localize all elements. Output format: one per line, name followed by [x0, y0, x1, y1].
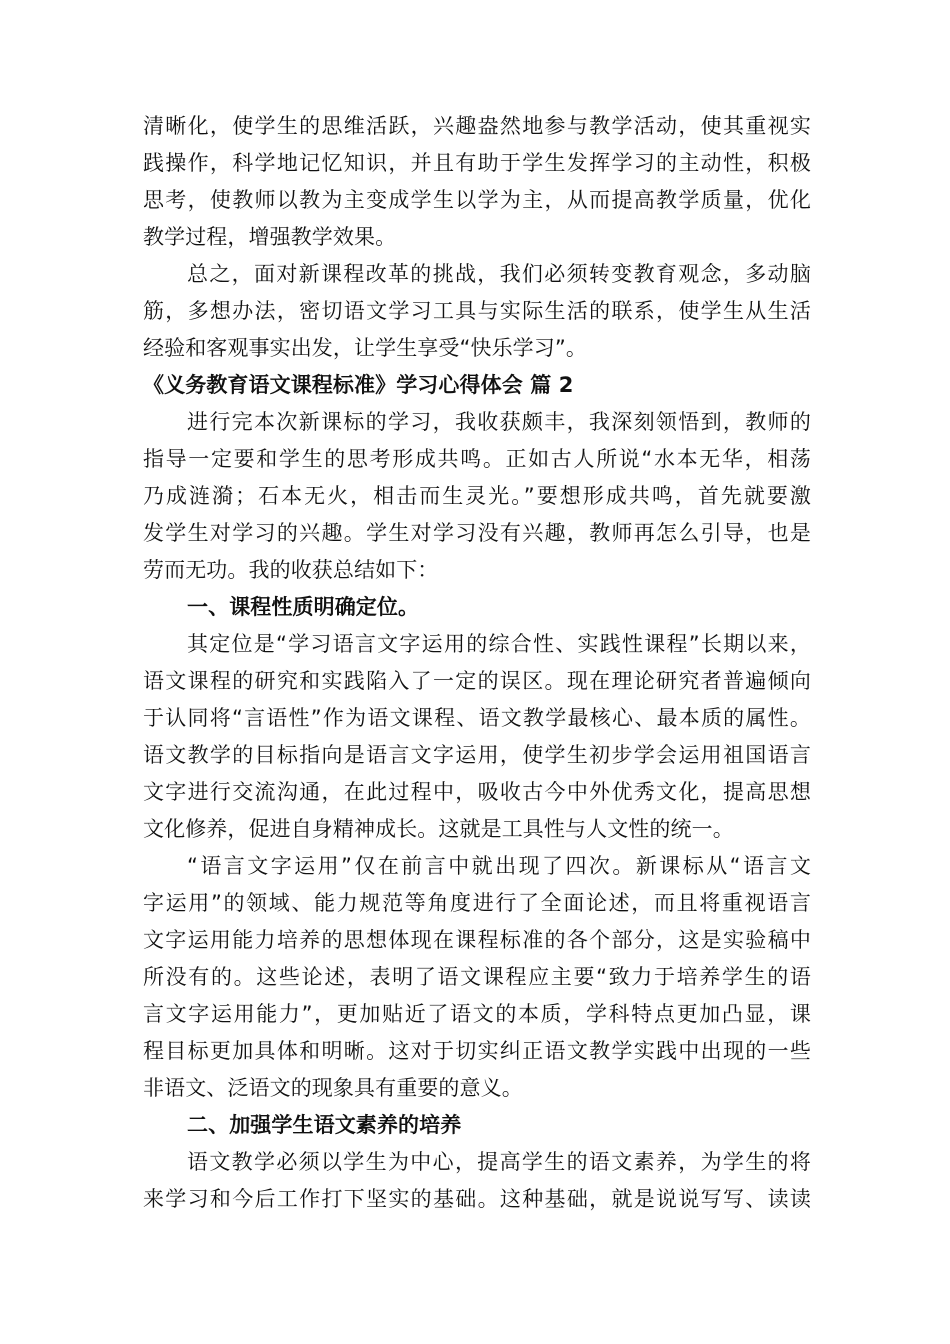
body-text-line: 乃成涟漪；石本无火，相击而生灵光。”要想形成共鸣，首先就要激: [143, 484, 811, 508]
body-text-line: 来学习和今后工作打下坚实的基础。这种基础，就是说说写写、读读: [143, 1187, 811, 1211]
section-heading-1: 一、课程性质明确定位。: [187, 595, 420, 619]
body-text-line: 其定位是“学习语言文字运用的综合性、实践性课程”长期以来，: [187, 632, 811, 656]
body-text-line: 语文课程的研究和实践陷入了一定的误区。现在理论研究者普遍倾向: [143, 669, 811, 693]
body-text-line: 教学过程，增强教学效果。: [143, 225, 397, 249]
body-text-line: 总之，面对新课程改革的挑战，我们必须转变教育观念，多动脑: [187, 262, 811, 286]
body-text-line: 践操作，科学地记忆知识，并且有助于学生发挥学习的主动性，积极: [143, 151, 811, 175]
body-text-line: 指导一定要和学生的思考形成共鸣。正如古人所说“水本无华，相荡: [143, 447, 811, 471]
body-text-line: 清晰化，使学生的思维活跃，兴趣盎然地参与教学活动，使其重视实: [143, 114, 811, 138]
body-text-line: 劳而无功。我的收获总结如下：: [143, 558, 439, 582]
body-text-line: 言文字运用能力”，更加贴近了语文的本质，学科特点更加凸显，课: [143, 1002, 811, 1026]
body-text-line: 语文教学的目标指向是语言文字运用，使学生初步学会运用祖国语言: [143, 743, 811, 767]
article-title: 《义务教育语文课程标准》学习心得体会 篇 2: [143, 373, 574, 397]
body-text-line: 文字运用能力培养的思想体现在课程标准的各个部分，这是实验稿中: [143, 928, 811, 952]
section-heading-2: 二、加强学生语文素养的培养: [187, 1113, 462, 1137]
body-text-line: 文化修养，促进自身精神成长。这就是工具性与人文性的统一。: [143, 817, 734, 841]
body-text-line: 筋，多想办法，密切语文学习工具与实际生活的联系，使学生从生活: [143, 299, 811, 323]
body-text-line: 非语文、泛语文的现象具有重要的意义。: [143, 1076, 523, 1100]
body-text-line: 于认同将“言语性”作为语文课程、语文教学最核心、最本质的属性。: [143, 706, 811, 730]
body-text-line: 进行完本次新课标的学习，我收获颇丰，我深刻领悟到，教师的: [187, 410, 811, 434]
body-text-line: 经验和客观事实出发，让学生享受“快乐学习”。: [143, 336, 587, 360]
body-text-line: 语文教学必须以学生为中心，提高学生的语文素养，为学生的将: [187, 1150, 811, 1174]
body-text-line: 文字进行交流沟通，在此过程中，吸收古今中外优秀文化，提高思想: [143, 780, 811, 804]
body-text-line: “语言文字运用”仅在前言中就出现了四次。新课标从“语言文: [187, 854, 811, 878]
document-page: [143, 108, 811, 1218]
body-text-line: 字运用”的领域、能力规范等角度进行了全面论述，而且将重视语言: [143, 891, 811, 915]
body-text-line: 思考，使教师以教为主变成学生以学为主，从而提高教学质量，优化: [143, 188, 811, 212]
body-text-line: 发学生对学习的兴趣。学生对学习没有兴趣，教师再怎么引导，也是: [143, 521, 811, 545]
body-text-line: 所没有的。这些论述，表明了语文课程应主要“致力于培养学生的语: [143, 965, 811, 989]
body-text-line: 程目标更加具体和明晰。这对于切实纠正语文教学实践中出现的一些: [143, 1039, 811, 1063]
